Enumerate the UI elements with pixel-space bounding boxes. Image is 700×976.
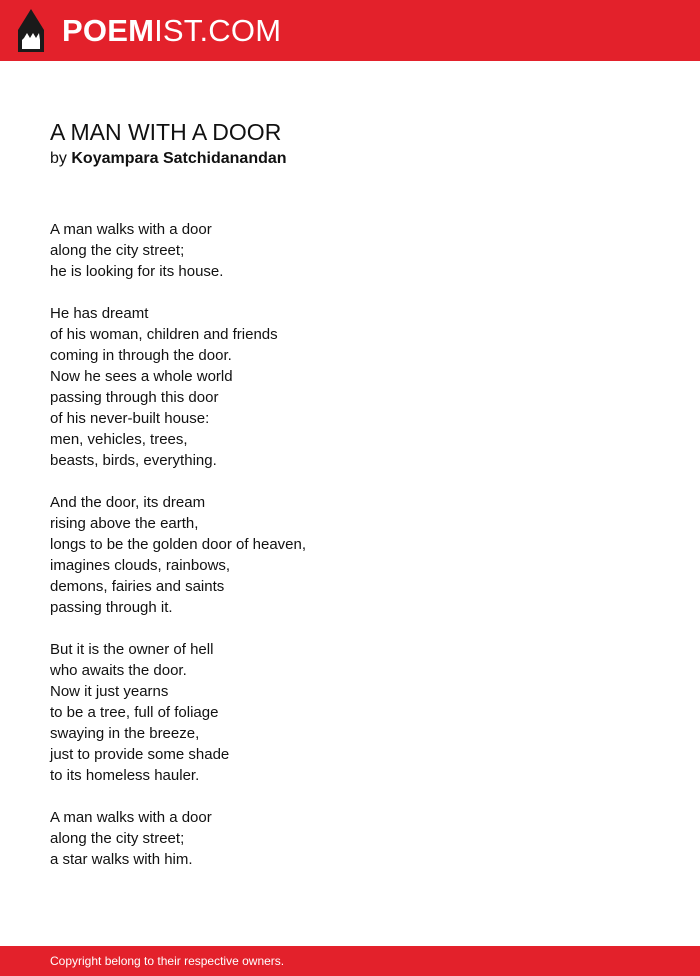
poem-line: swaying in the breeze, [50, 725, 200, 742]
stanza [50, 807, 650, 870]
poem-line: passing through it. [50, 599, 173, 616]
poem-line: Now he sees a whole world [50, 368, 233, 385]
poem-line: But it is the owner of hell [50, 641, 214, 658]
poem-line: to its homeless hauler. [50, 767, 200, 784]
author-name: Koyampara Satchidanandan [71, 150, 287, 167]
poem-line: demons, fairies and saints [50, 578, 225, 595]
pencil-tip-icon[interactable] [18, 9, 44, 52]
copyright-notice: Copyright belong to their respective owners. [50, 954, 285, 968]
poem-line: passing through this door [50, 389, 219, 406]
poem-line: And the door, its dream [50, 494, 206, 511]
stanza [50, 639, 650, 786]
stanza [50, 219, 650, 282]
poem-line: to be a tree, full of foliage [50, 704, 219, 721]
poem-line: A man walks with a door [50, 221, 212, 238]
poem-line: beasts, birds, everything. [50, 452, 217, 469]
poem-line: along the city street; [50, 242, 185, 259]
poem-line: of his woman, children and friends [50, 326, 278, 343]
byline [50, 148, 287, 170]
poem-line: coming in through the door. [50, 347, 232, 364]
footer-bar [0, 946, 700, 976]
poem-line: imagines clouds, rainbows, [50, 557, 231, 574]
poem-line: longs to be the golden door of heaven, [50, 536, 307, 553]
poem-line: rising above the earth, [50, 515, 199, 532]
poem-title: A MAN WITH A DOOR [50, 119, 282, 145]
poem-line: He has dreamt [50, 305, 149, 322]
poem-line: of his never-built house: [50, 410, 210, 427]
poem-line: a star walks with him. [50, 851, 193, 868]
poem-line: men, vehicles, trees, [50, 431, 188, 448]
top-bar [0, 0, 700, 61]
stanza [50, 492, 650, 618]
logo-light-text: IST.COM [154, 13, 282, 48]
poem-line: A man walks with a door [50, 809, 212, 826]
poem-line: along the city street; [50, 830, 185, 847]
stanza [50, 303, 650, 471]
poem-body [50, 219, 650, 891]
poem-line: he is looking for its house. [50, 263, 224, 280]
site-logo[interactable] [62, 11, 281, 51]
poem-line: Now it just yearns [50, 683, 169, 700]
poem-line: who awaits the door. [50, 662, 187, 679]
byline-prefix: by [50, 150, 67, 167]
logo-bold-text: POEM [62, 13, 155, 48]
poem-line: just to provide some shade [50, 746, 230, 763]
